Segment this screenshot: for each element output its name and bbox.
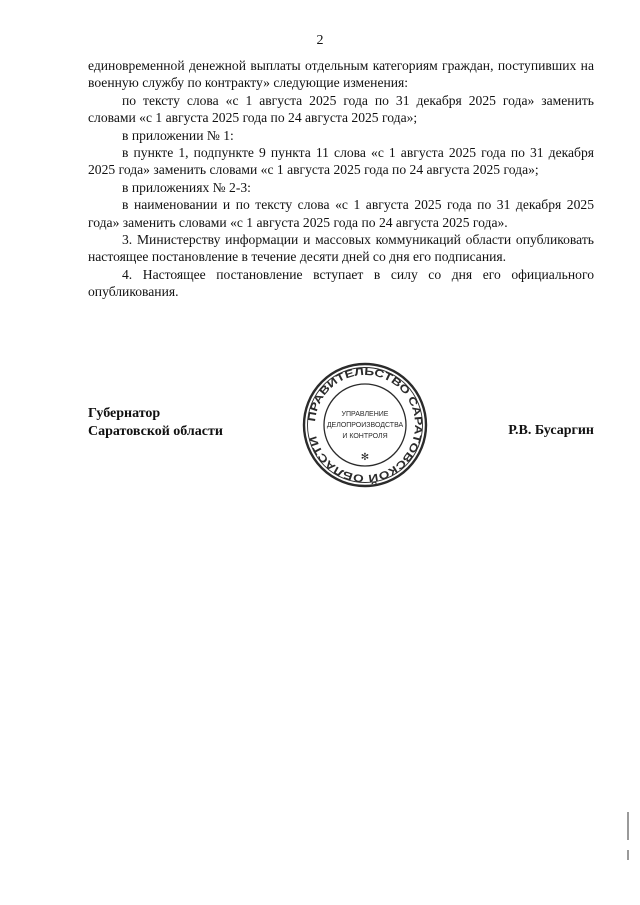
- paragraph-appendix-2-3-heading: в приложениях № 2-3:: [122, 179, 251, 195]
- seal-center-line-1: УПРАВЛЕНИЕ: [341, 411, 389, 418]
- paragraph-item-4: 4. Настоящее постановление вступает в силу со дня его официального опубликования.: [88, 266, 594, 300]
- page-number: 2: [316, 33, 324, 48]
- seal-ring-textpath: ПРАВИТЕЛЬСТВО САРАТОВСКОЙ ОБЛАСТИ: [305, 365, 425, 485]
- seal-center-line-2: ДЕЛОПРОИЗВОДСТВА: [326, 422, 404, 429]
- seal-star-icon: ✻: [360, 452, 370, 463]
- scan-edge-mark: [627, 812, 629, 840]
- paragraph-appendix-1-change: в пункте 1, подпункте 9 пункта 11 слова «с 1 августа 2025 года по 31 декабря 2025 года» заменить словами «с 1 августа 2025 года по 24 августа 2025 года»;: [88, 145, 594, 178]
- paragraph-appendix-1-heading: в приложении № 1:: [122, 127, 234, 143]
- signatory-name: Р.В. Бусаргин: [508, 423, 594, 438]
- paragraph-appendix-2-3-change: в наименовании и по тексту слова «с 1 августа 2025 года по 31 декабря 2025 года» заменить словами «с 1 августа 2025 года по 24 августа 2025 года».: [88, 197, 594, 230]
- paragraph-item-3: 3. Министерству информации и массовых коммуникаций области опубликовать настоящее постановление в течение десяти дней со дня его подписания.: [88, 232, 594, 265]
- paragraph-replace-text: по тексту слова «с 1 августа 2025 года по 31 декабря 2025 года» заменить словами «с 1 августа 2025 года по 24 августа 2025 года»;: [88, 92, 594, 126]
- signatory-title-line-2: Саратовской области: [88, 424, 223, 439]
- official-seal: [300, 360, 430, 490]
- document-body: [88, 57, 594, 301]
- seal-center-line-3: И КОНТРОЛЯ: [342, 433, 388, 440]
- paragraph-intro-continuation: единовременной денежной выплаты отдельным категориям граждан, поступивших на военную службу по контракту» следующие изменения:: [88, 58, 594, 91]
- signatory-title-line-1: Губернатор: [88, 406, 161, 421]
- scan-edge-mark: [627, 850, 629, 860]
- signatory-title: [88, 405, 223, 441]
